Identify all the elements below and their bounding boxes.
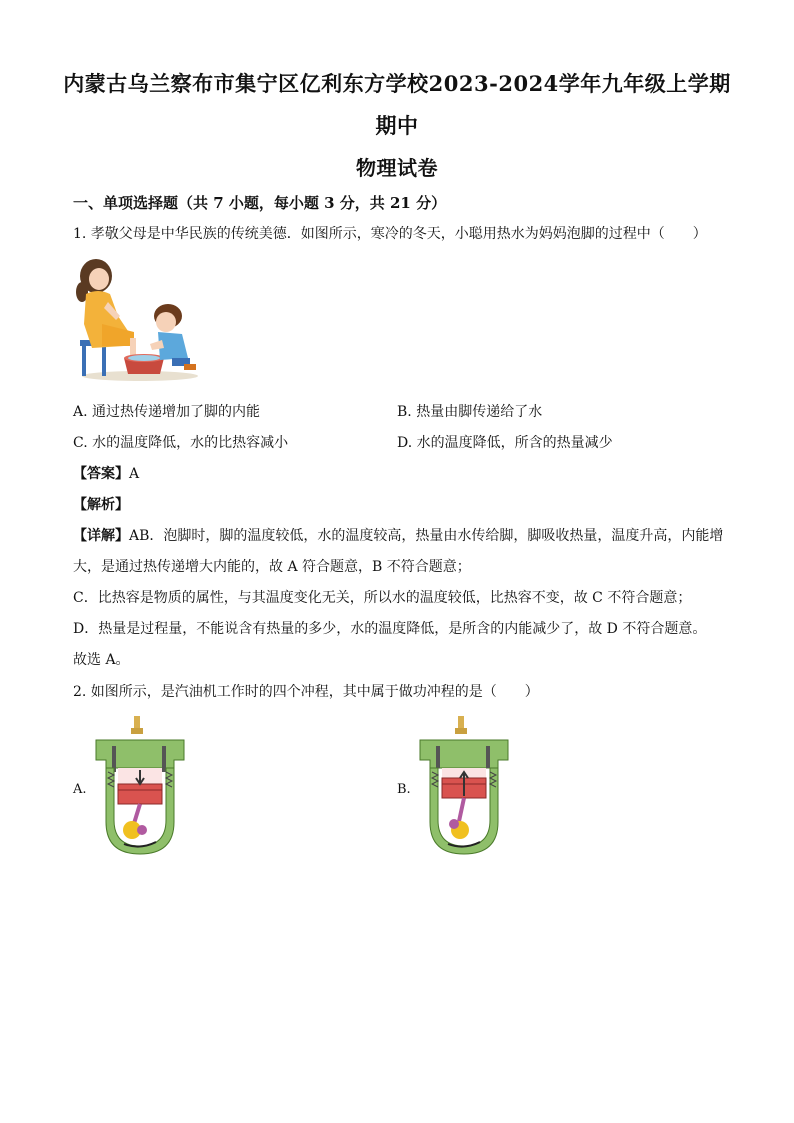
detail-text-1: AB．泡脚时，脚的温度较低，水的温度较高，热量由水传给脚，脚吸收热量，温度升高，内能增 <box>129 528 724 544</box>
q1-answer <box>73 463 139 483</box>
q2-label-b: B. <box>397 782 411 797</box>
exam-subject-title: 物理试卷 <box>356 156 438 180</box>
q1-analysis-tag <box>73 494 129 514</box>
q1-conclusion: 故选 A。 <box>73 652 130 668</box>
engine-diagram-a <box>90 712 190 862</box>
answer-value: A <box>129 466 140 482</box>
q1-option-b: B. 热量由脚传递给了水 <box>397 404 543 420</box>
detail-tag: 【详解】 <box>73 528 129 544</box>
question-2-stem: 2. 如图所示，是汽油机工作时的四个冲程，其中属于做功冲程的是（ ） <box>73 684 539 700</box>
q1-option-d: D. 水的温度降低，所含的热量减少 <box>397 435 613 451</box>
q1-option-a: A. 通过热传递增加了脚的内能 <box>73 404 261 420</box>
analysis-tag: 【解析】 <box>73 497 129 513</box>
q1-option-c: C. 水的温度降低，水的比热容减小 <box>73 435 289 451</box>
q1-detail-line1 <box>73 525 723 545</box>
q1-detail-line3: C．比热容是物质的属性，与其温度变化无关，所以水的温度较低，比热容不变，故 C 不符合题意； <box>73 590 692 606</box>
engine-diagram-b <box>414 712 514 862</box>
section-heading: 一、单项选择题（共 7 小题，每小题 3 分，共 21 分） <box>73 194 447 212</box>
exam-title-line1: 内蒙古乌兰察布市集宁区亿利东方学校2023-2024学年九年级上学期 <box>63 71 731 96</box>
foot-washing-illustration <box>72 254 200 382</box>
q1-detail-line4: D．热量是过程量，不能说含有热量的多少，水的温度降低，是所含的内能减少了，故 D 不符合题意。 <box>73 621 707 637</box>
q2-label-a: A. <box>73 782 87 797</box>
answer-tag: 【答案】 <box>73 466 129 482</box>
q1-detail-line2: 大，是通过热传递增大内能的，故 A 符合题意，B 不符合题意； <box>73 559 471 575</box>
exam-title-line2: 期中 <box>375 113 419 138</box>
question-1-stem: 1. 孝敬父母是中华民族的传统美德．如图所示，寒冷的冬天，小聪用热水为妈妈泡脚的过程中（ ） <box>73 226 707 242</box>
